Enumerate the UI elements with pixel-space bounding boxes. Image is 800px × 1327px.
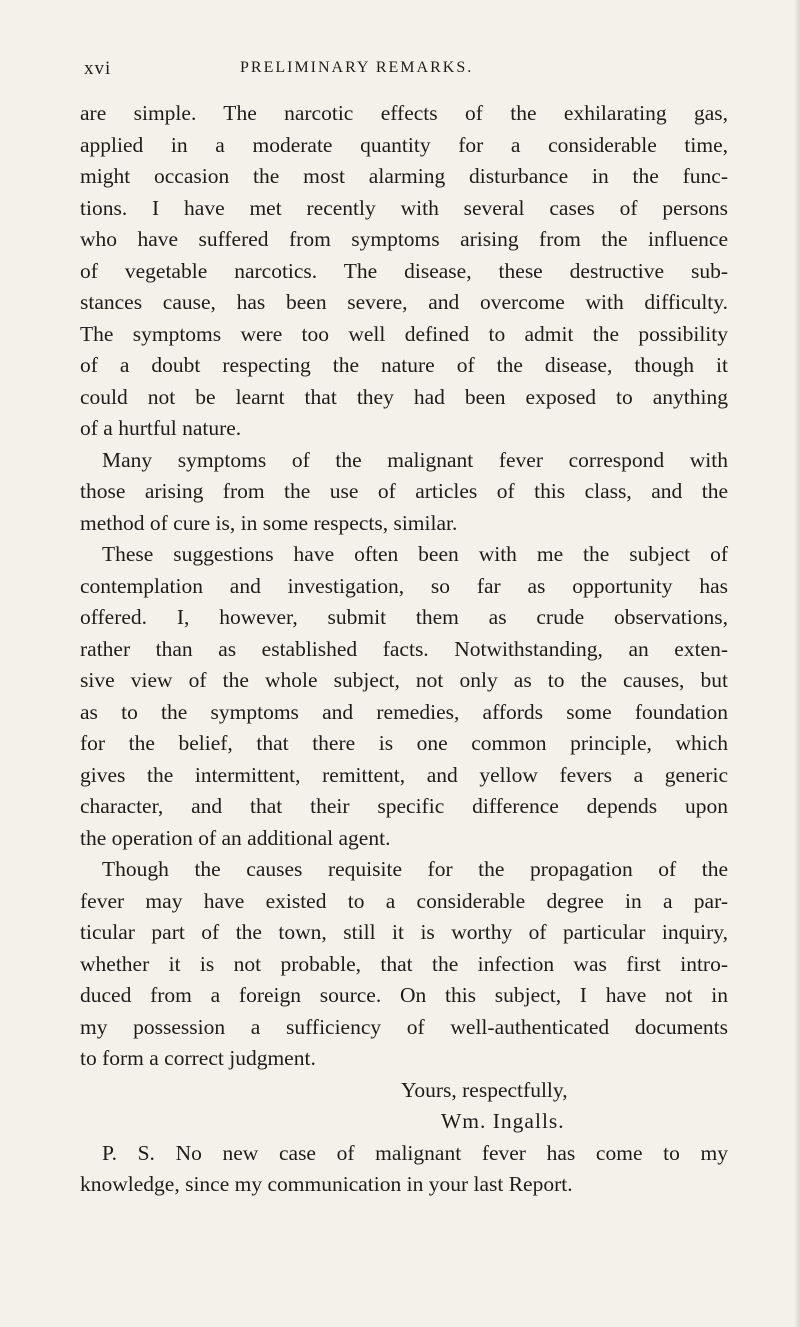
- page-edge: [794, 0, 800, 1327]
- header-title: PRELIMINARY REMARKS.: [240, 59, 474, 76]
- text-line: character, and that their specific difference depends upon: [80, 794, 728, 818]
- signature: Wm. Ingalls.: [441, 1109, 565, 1133]
- text-line: are simple. The narcotic effects of the exhilarating gas,: [80, 101, 728, 125]
- text-line: could not be learnt that they had been exposed to anything: [80, 384, 728, 409]
- text-line: These suggestions have often been with me the subject of: [102, 542, 728, 566]
- text-line: contemplation and investigation, so far as opportunity has: [80, 573, 728, 598]
- text-line: the operation of an additional agent.: [80, 825, 391, 850]
- page-number: xvi: [84, 58, 112, 79]
- text-line: sive view of the whole subject, not only as to the causes, but: [80, 668, 728, 692]
- text-line: might occasion the most alarming disturbance in the func-: [80, 164, 728, 188]
- text-line: rather than as established facts. Notwithstanding, an exten-: [80, 636, 728, 661]
- text-line: of a hurtful nature.: [80, 416, 242, 440]
- text-line: The symptoms were too well defined to admit the possibility: [80, 321, 728, 346]
- text-line: gives the intermittent, remittent, and yellow fevers a generic: [80, 762, 728, 787]
- text-line: Though the causes requisite for the propagation of the: [102, 857, 728, 881]
- text-line: those arising from the use of articles of this class, and the: [80, 479, 728, 503]
- postscript-line: knowledge, since my communication in your last Report.: [80, 1172, 573, 1196]
- text-line: tions. I have met recently with several cases of persons: [80, 195, 728, 220]
- text-line: method of cure is, in some respects, similar.: [80, 510, 458, 535]
- text-line: applied in a moderate quantity for a considerable time,: [80, 132, 728, 157]
- text-line: duced from a foreign source. On this subject, I have not in: [80, 983, 728, 1007]
- text-line: ticular part of the town, still it is worthy of particular inquiry,: [80, 920, 728, 944]
- letter-closing: Yours, respectfully,: [401, 1077, 568, 1102]
- text-line: as to the symptoms and remedies, affords some foundation: [80, 699, 728, 724]
- text-line: of a doubt respecting the nature of the disease, though it: [80, 353, 728, 377]
- text-line: offered. I, however, submit them as crude observations,: [80, 605, 728, 629]
- text-line: stances cause, has been severe, and overcome with difficulty.: [80, 290, 728, 314]
- body-text: [80, 98, 728, 1201]
- postscript-line: P. S. No new case of malignant fever has come to my: [102, 1140, 728, 1165]
- text-line: who have suffered from symptoms arising from the influence: [80, 227, 728, 251]
- text-line: of vegetable narcotics. The disease, these destructive sub-: [80, 258, 728, 283]
- text-line: for the belief, that there is one common principle, which: [80, 731, 728, 755]
- text-line: my possession a sufficiency of well-authenticated documents: [80, 1014, 728, 1039]
- text-line: Many symptoms of the malignant fever correspond with: [102, 447, 728, 472]
- text-line: whether it is not probable, that the infection was first intro-: [80, 951, 728, 976]
- text-line: fever may have existed to a considerable degree in a par-: [80, 888, 728, 913]
- running-header: [84, 58, 724, 82]
- text-line: to form a correct judgment.: [80, 1046, 316, 1070]
